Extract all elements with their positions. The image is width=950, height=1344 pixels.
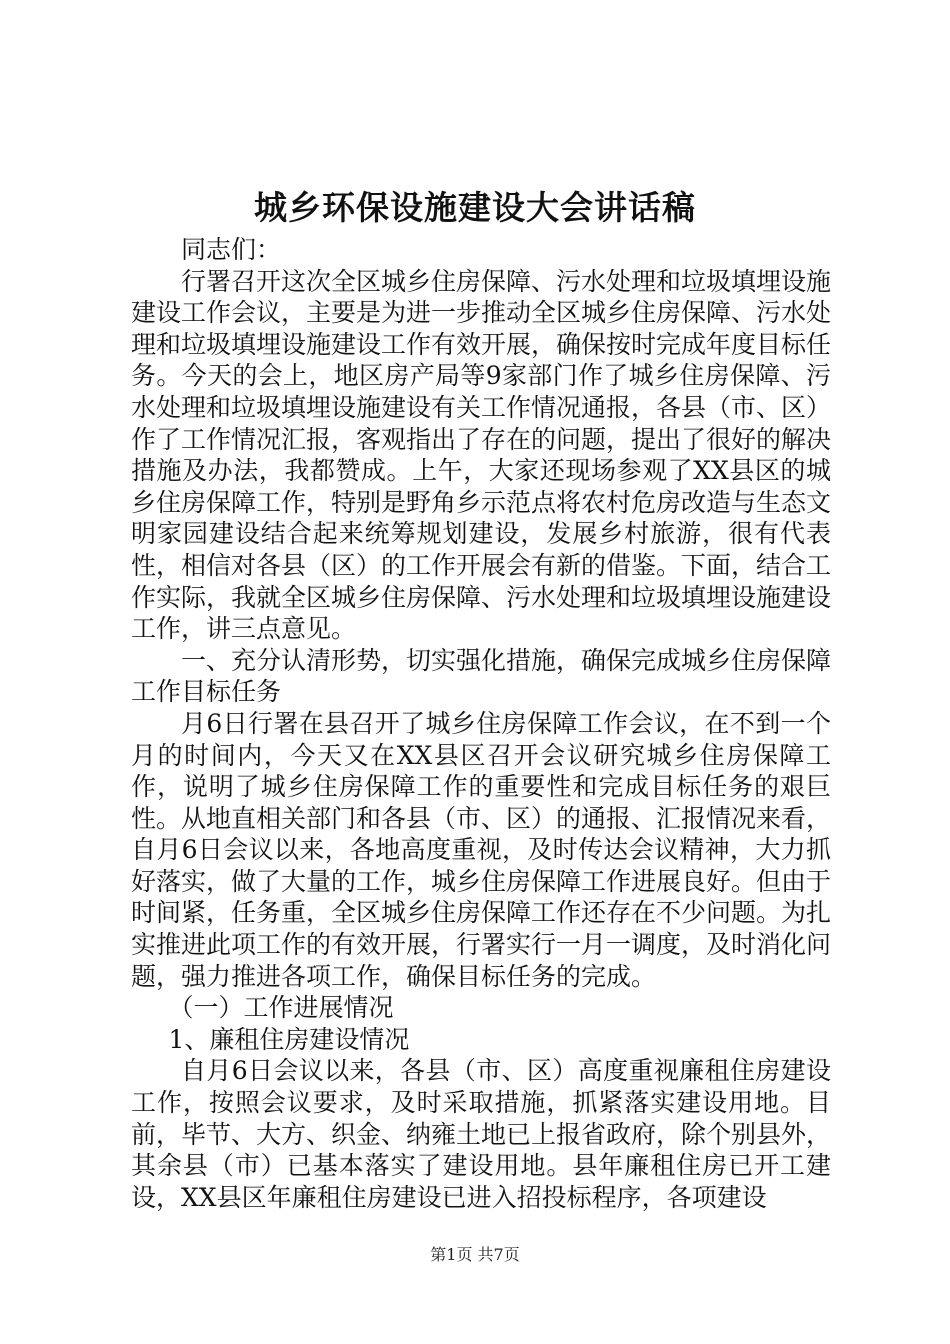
page-footer: 第1页 共7页 [430, 1245, 520, 1264]
section-heading-1: 一、充分认清形势，切实强化措施，确保完成城乡住房保障工作目标任务 [131, 645, 832, 707]
greeting: 同志们： [181, 235, 282, 264]
document-title: 城乡环保设施建设大会讲话稿 [254, 188, 696, 227]
paragraph-section-1: 月6日行署在县召开了城乡住房保障工作会议，在不到一个月的时间内，今天又在XX县区召开会议研究城乡住房保障工作，说明了城乡住房保障工作的重要性和完成目标任务的艰巨性。从地直相关部门和各县（市、区）的通报、汇报情况来看，自月6日会议以来，各地高度重视，及时传达会议精神，大力抓好落实，做了大量的工作，城乡住房保障工作进展良好。但由于时间紧，任务重，全区城乡住房保障工作还存在不少问题。为扎实推进此项工作的有效开展，行署实行一月一调度，及时消化问题，强力推进各项工作，确保目标任务的完成。 [131, 708, 832, 991]
document-body [131, 234, 831, 1213]
paragraph-intro: 行署召开这次全区城乡住房保障、污水处理和垃圾填埋设施建设工作会议，主要是为进一步推动全区城乡住房保障、污水处理和垃圾填埋设施建设工作有效开展，确保按时完成年度目标任务。今天的会上，地区房产局等9家部门作了城乡住房保障、污水处理和垃圾填埋设施建设有关工作情况通报，各县（市、区）作了工作情况汇报，客观指出了存在的问题，提出了很好的解决措施及办法，我都赞成。上午，大家还现场参观了XX县区的城乡住房保障工作，特别是野角乡示范点将农村危房改造与生态文明家园建设结合起来统筹规划建设，发展乡村旅游，很有代表性，相信对各县（区）的工作开展会有新的借鉴。下面，结合工作实际，我就全区城乡住房保障、污水处理和垃圾填埋设施建设工作，讲三点意见。 [131, 266, 832, 644]
item-heading: 1、廉租住房建设情况 [168, 1024, 410, 1054]
paragraph-item-1: 自月6日会议以来，各县（市、区）高度重视廉租住房建设工作，按照会议要求，及时采取措施，抓紧落实建设用地。目前，毕节、大方、织金、纳雍土地已上报省政府，除个别县外，其余县（市）已基本落实了建设用地。县年廉租住房已开工建设，XX县区年廉租住房建设已进入招投标程序，各项建设 [131, 1056, 832, 1212]
subsection-heading: （一）工作进展情况 [168, 993, 394, 1023]
